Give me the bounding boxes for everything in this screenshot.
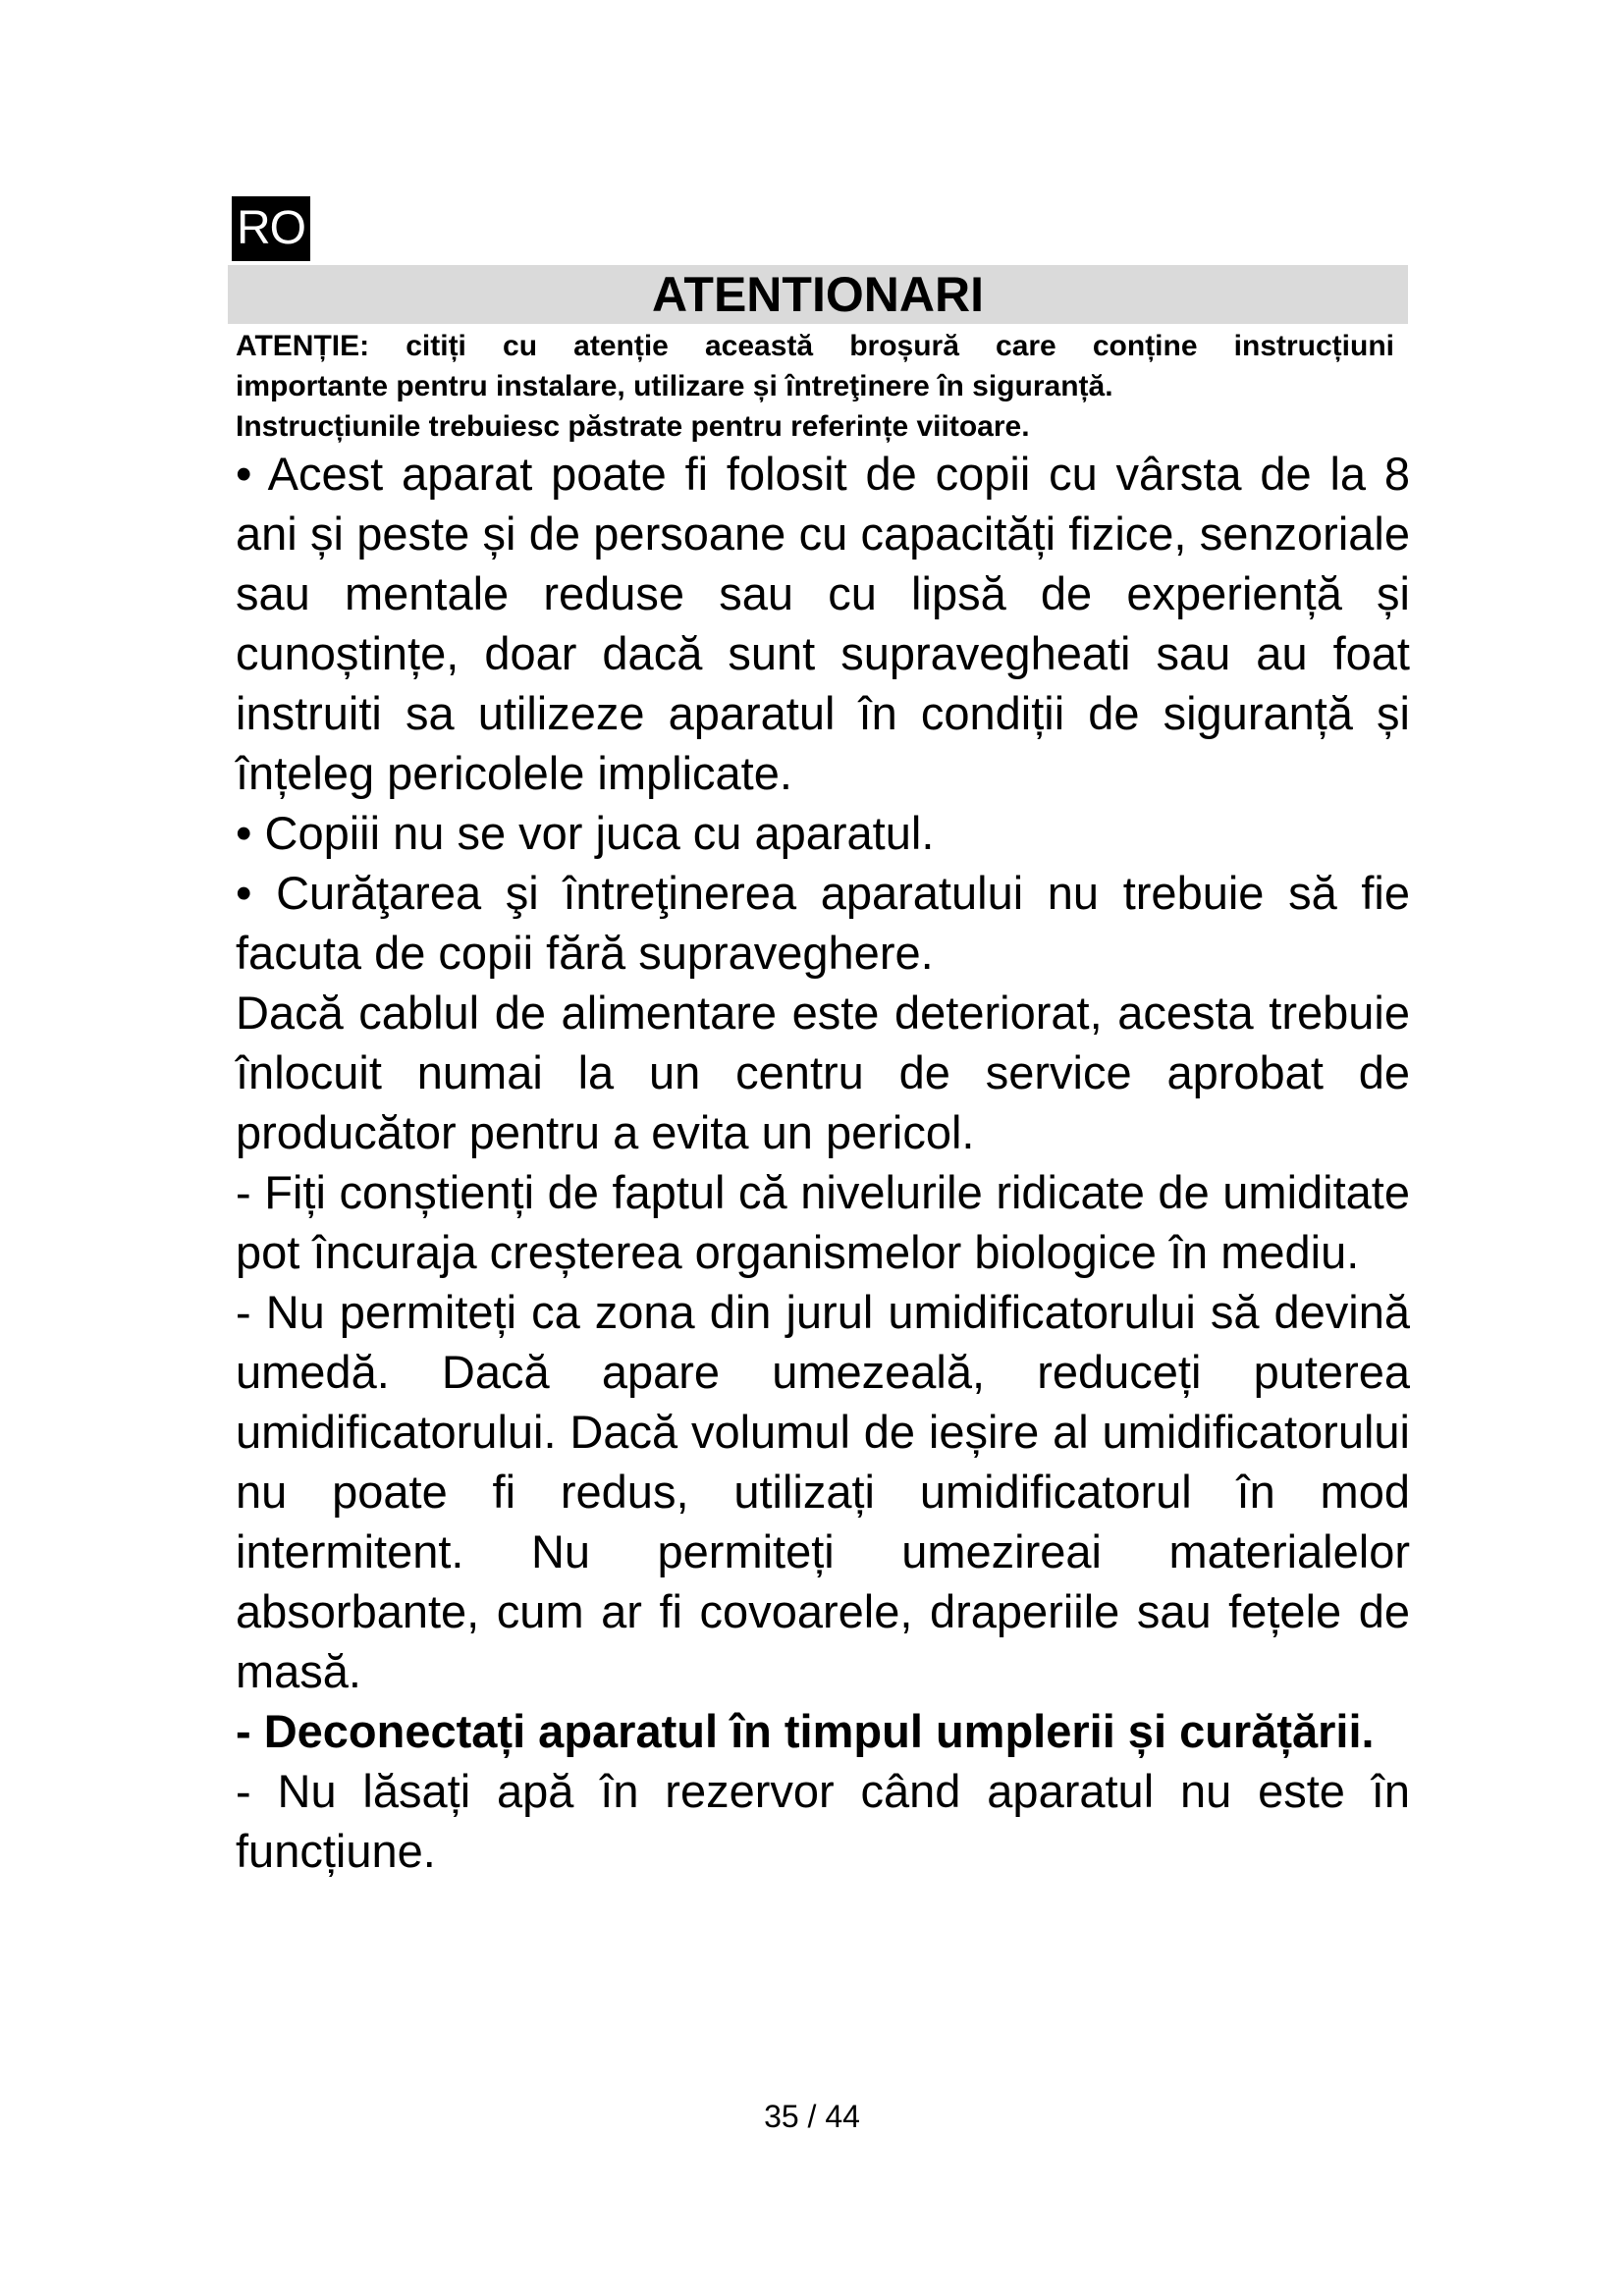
paragraph-damp-area: - Nu permiteți ca zona din jurul umidificatorului să devină umedă. Dacă apare umezeală, reduceți puterea umidificatorului. Dacă volumul de ieșire al umidificatorului nu poate fi redus, utilizați umidificatorul în mod intermitent. Nu permiteți umezireai materialelor absorbante, cum ar fi covoarele, draperiile sau fețele de masă. xyxy=(236,1286,1410,1697)
warning-line: importante pentru instalare, utilizare și întreţinere în siguranță. xyxy=(236,370,1113,402)
paragraph-power-cable: Dacă cablul de alimentare este deteriorat, acesta trebuie înlocuit numai la un centru de service aprobat de producător pentru a evita un pericol. xyxy=(236,987,1410,1158)
paragraph-cleaning: • Curăţarea şi întreţinerea aparatului nu trebuie să fie facuta de copii fără supraveghere. xyxy=(236,867,1410,979)
paragraph-water-tank: - Nu lăsați apă în rezervor când aparatul nu este în funcțiune. xyxy=(236,1765,1410,1877)
section-title-bar xyxy=(228,265,1408,324)
content-body xyxy=(236,444,1410,1881)
paragraph-children-play: • Copiii nu se vor juca cu aparatul. xyxy=(236,807,935,859)
warning-block xyxy=(236,326,1394,447)
paragraph-children-usage: • Acest aparat poate fi folosit de copii cu vârsta de la 8 ani și peste și de persoane cu capacități fizice, senzoriale sau mentale reduse sau cu lipsă de experiență și cunoștințe, doar dacă sunt supravegheati sau au foat instruiti sa utilizeze aparatul în condiții de siguranță și înțeleg pericolele implicate. xyxy=(236,448,1410,799)
page-number: 35 / 44 xyxy=(764,2099,860,2134)
warning-line: ATENȚIE: citiți cu atenție această broșură care conține instrucțiuni xyxy=(236,330,1394,362)
paragraph-humidity-levels: - Fiți conștienți de faptul că nivelurile ridicate de umiditate pot încuraja creșterea organismelor biologice în mediu. xyxy=(236,1166,1410,1278)
section-title: ATENTIONARI xyxy=(652,267,984,322)
language-badge: RO xyxy=(232,196,310,261)
warning-line: Instrucțiunile trebuiesc păstrate pentru referințe viitoare. xyxy=(236,410,1030,443)
paragraph-disconnect: - Deconectați aparatul în timpul umplerii și curățării. xyxy=(236,1705,1375,1757)
